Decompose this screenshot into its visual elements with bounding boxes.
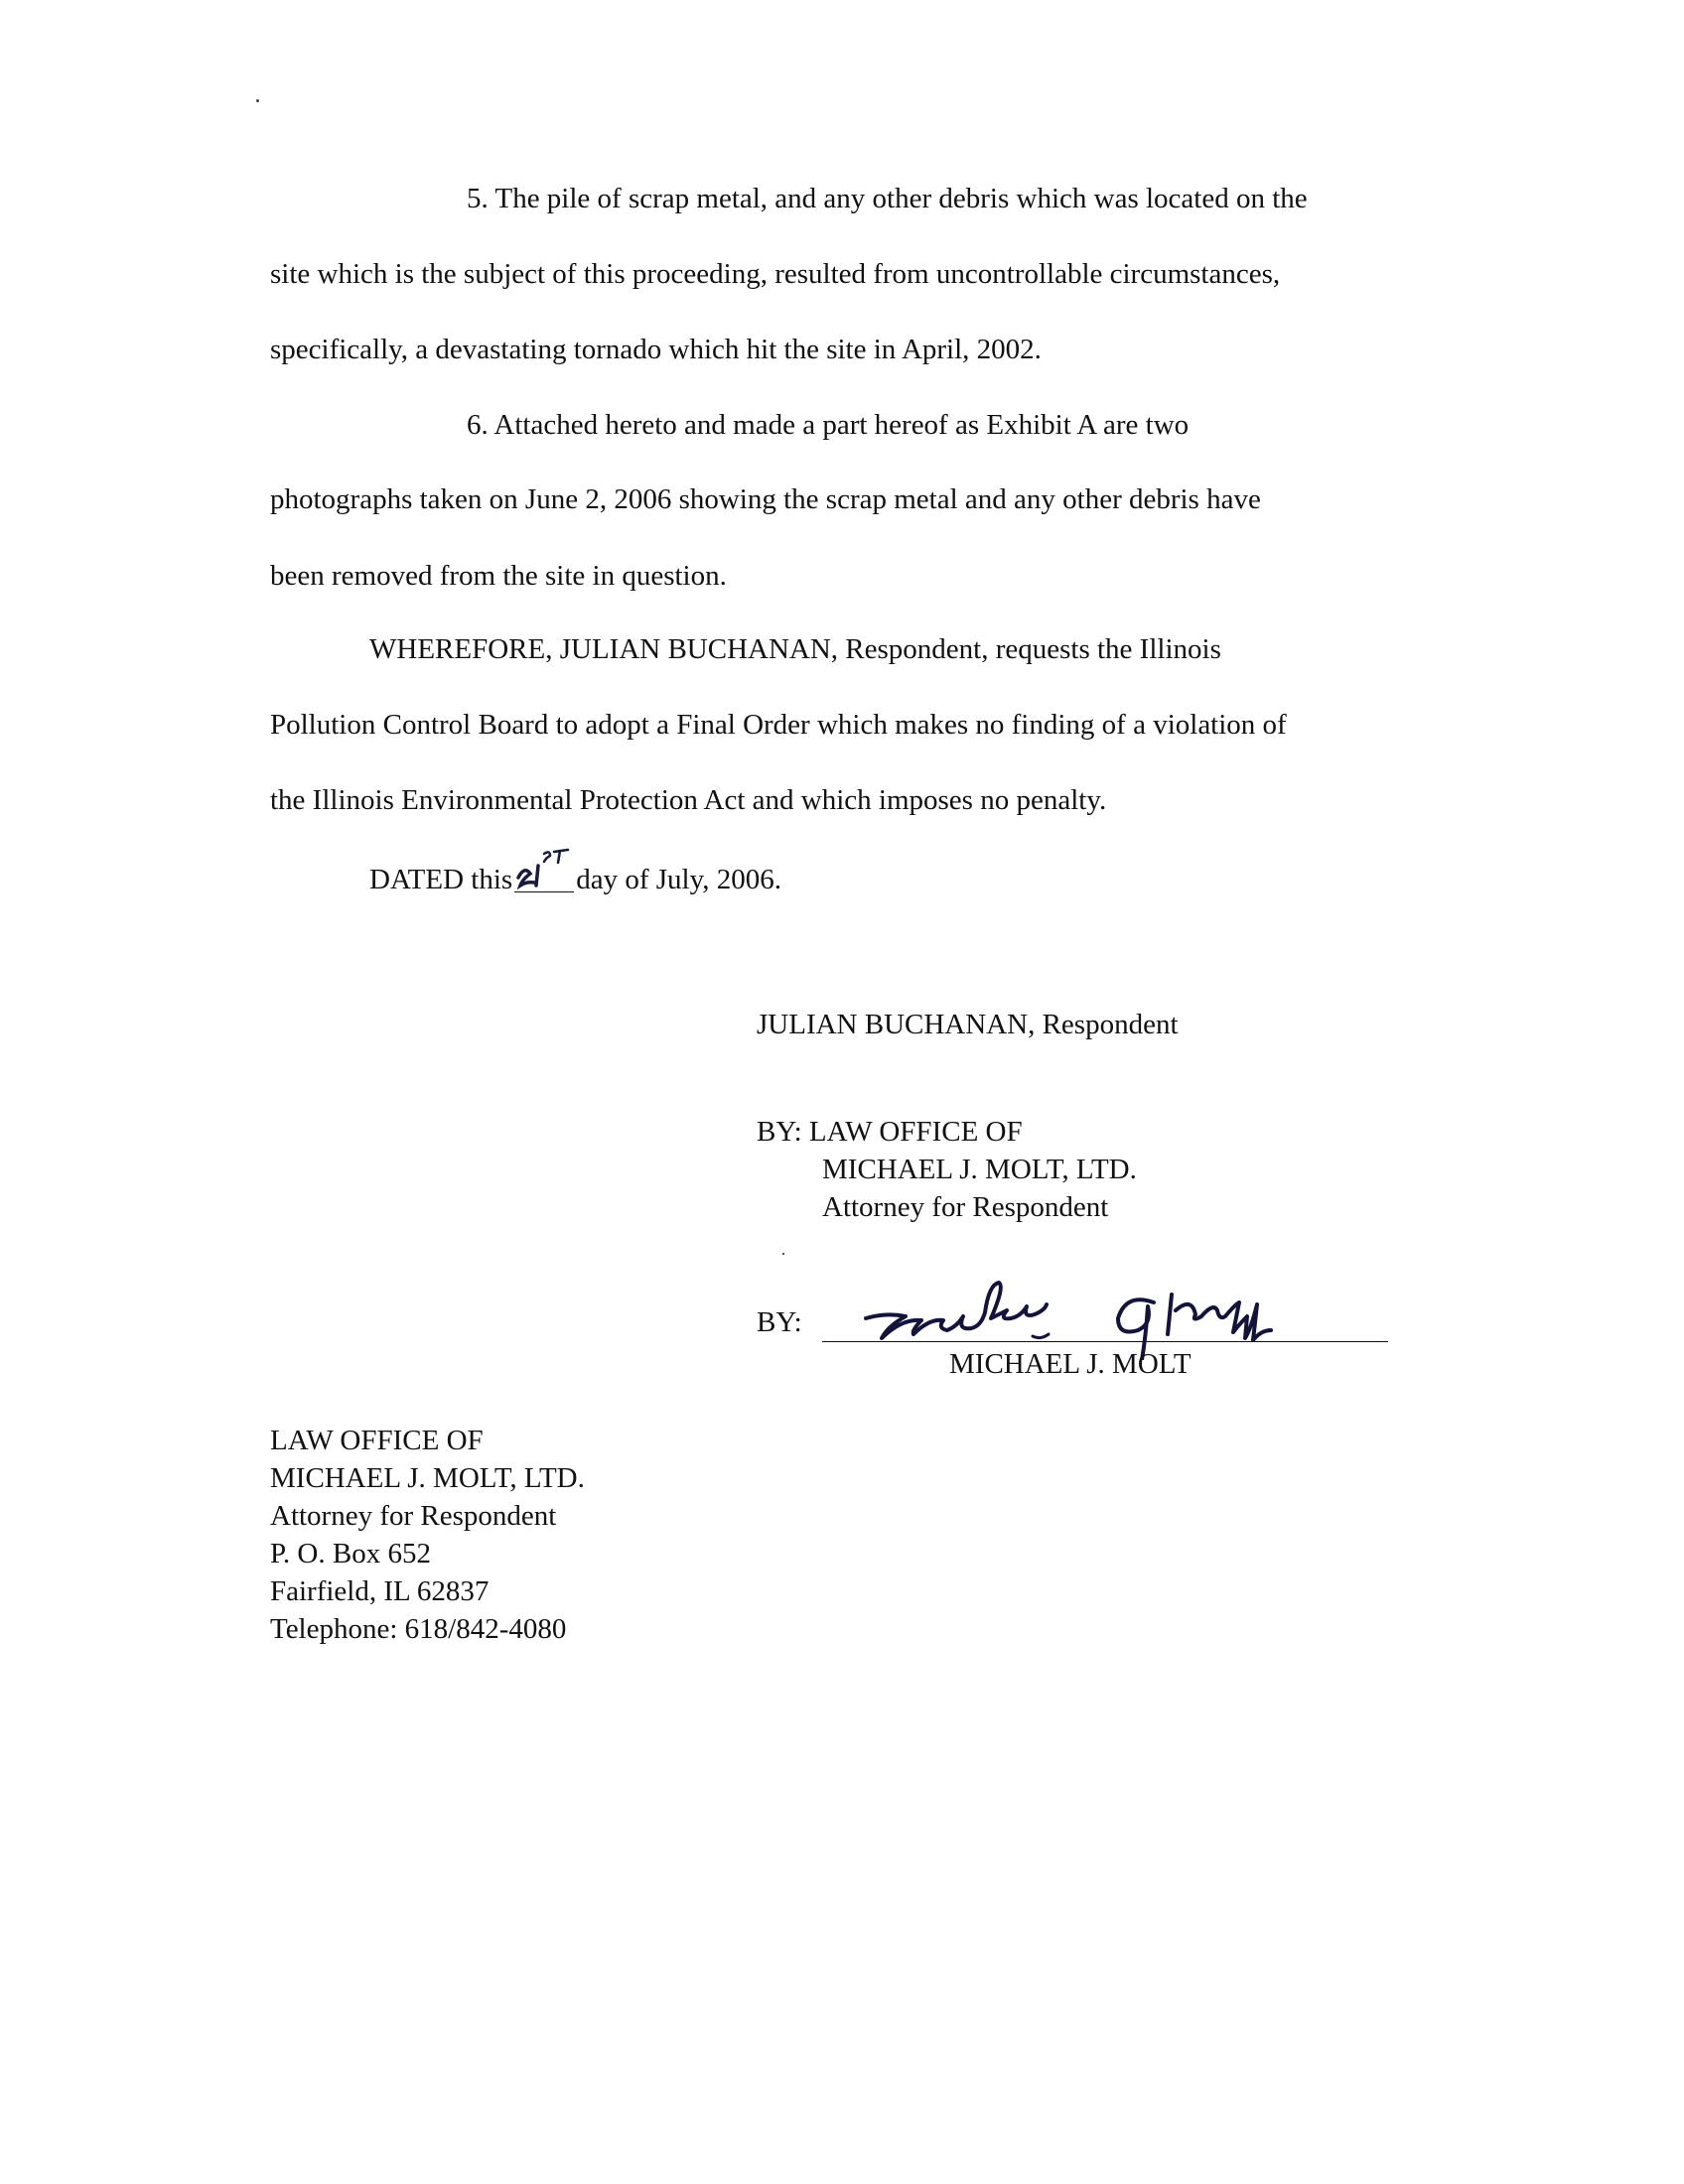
signer-name: MICHAEL J. MOLT xyxy=(949,1348,1192,1380)
address-block xyxy=(270,1422,585,1648)
paragraph-5-line-3: specifically, a devastating tornado which hit the site in April, 2002. xyxy=(270,334,1042,365)
signature-by-label: BY: xyxy=(757,1306,802,1338)
wherefore-line-2: Pollution Control Board to adopt a Final Order which makes no finding of a violation of xyxy=(270,709,1287,741)
dated-suffix: day of July, 2006. xyxy=(576,864,781,895)
address-line-4: P. O. Box 652 xyxy=(270,1538,431,1570)
address-line-1: LAW OFFICE OF xyxy=(270,1425,484,1456)
paragraph-6-line-1: 6. Attached hereto and made a part hereof as Exhibit A are two xyxy=(467,409,1190,441)
by-line-3: Attorney for Respondent xyxy=(822,1191,1109,1223)
paragraph-5-line-2: site which is the subject of this proceeding, resulted from uncontrollable circumstances, xyxy=(270,258,1281,290)
by-line-2: MICHAEL J. MOLT, LTD. xyxy=(822,1154,1137,1185)
dated-line xyxy=(369,862,781,894)
address-line-6: Telephone: 618/842-4080 xyxy=(270,1613,567,1645)
address-line-3: Attorney for Respondent xyxy=(270,1500,557,1532)
paragraph-6-line-3: been removed from the site in question. xyxy=(270,560,727,592)
address-line-5: Fairfield, IL 62837 xyxy=(270,1575,490,1607)
handwritten-day xyxy=(514,862,574,892)
paragraph-6-line-2: photographs taken on June 2, 2006 showing the scrap metal and any other debris have xyxy=(270,483,1261,515)
by-law-office xyxy=(757,1113,1137,1226)
scan-speck xyxy=(256,99,259,102)
address-line-2: MICHAEL J. MOLT, LTD. xyxy=(270,1462,585,1494)
by-line-1: BY: LAW OFFICE OF xyxy=(757,1116,1023,1148)
paragraph-5-line-1: 5. The pile of scrap metal, and any other debris which was located on the xyxy=(467,183,1308,214)
scan-dot xyxy=(782,1253,784,1255)
party-name: JULIAN BUCHANAN, Respondent xyxy=(757,1009,1179,1040)
wherefore-line-3: the Illinois Environmental Protection Act and which imposes no penalty. xyxy=(270,784,1107,816)
dated-prefix: DATED this xyxy=(369,864,513,895)
wherefore-line-1: WHEREFORE, JULIAN BUCHANAN, Respondent, requests the Illinois xyxy=(369,633,1221,665)
